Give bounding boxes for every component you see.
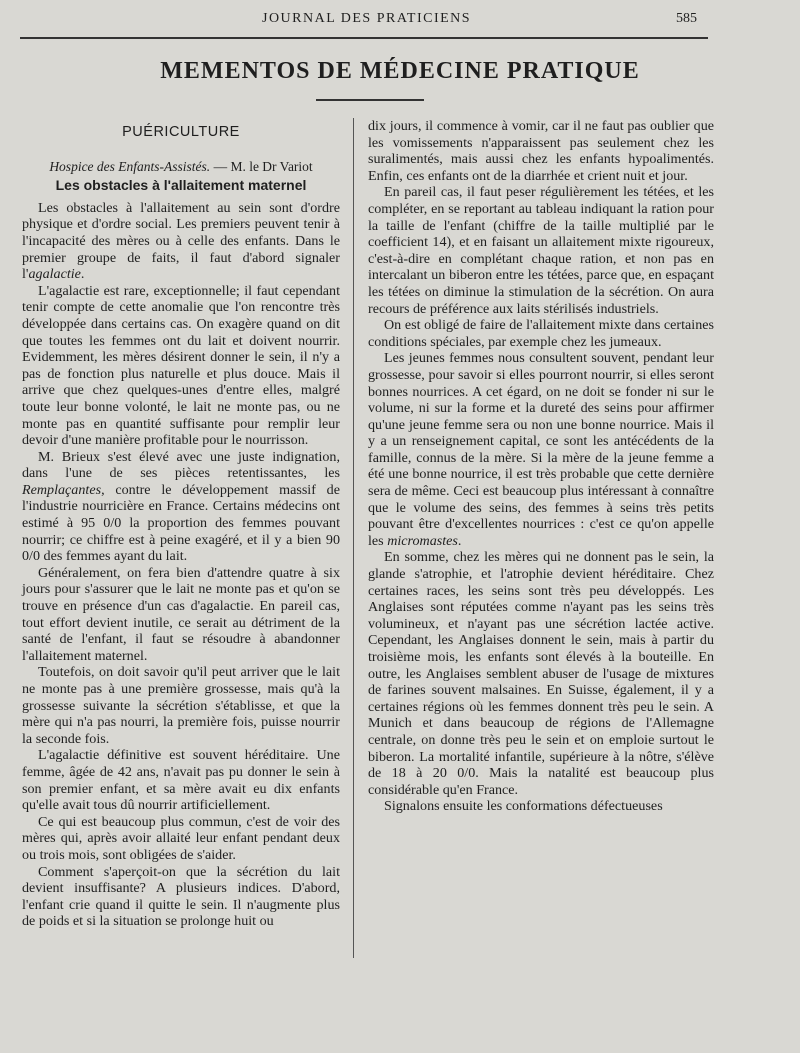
paragraph-text: Les obstacles à l'allaitement au sein sont d'ordre physique et d'ordre social. Les premiers peuvent tenir à l'incapacité des mères ou à celle des enfants. Dans le premier groupe de faits, il faut d'abord signaler l' [22,199,340,283]
paragraph-text: M. Brieux s'est élevé avec une juste indignation, dans l'une de ses pièces retentissantes, les [22,448,340,482]
paragraph: Toutefois, on doit savoir qu'il peut arriver que le lait ne monte pas à une première grossesse, mais qu'à la grossesse suivante la sécrétion s'établisse, et que la mère qui n'a pas nourri, la première fois, puisse nourrir la seconde fois. [22,664,340,747]
paragraph: Comment s'aperçoit-on que la sécrétion du lait devient insuffisante? A plusieurs indices. D'abord, l'enfant crie quand il quitte le sein. Il n'augmente plus de poids et si la situation se prolonge huit ou [22,863,340,930]
paragraph: Ce qui est beaucoup plus commun, c'est de voir des mères qui, après avoir allaité leur enfant pendant deux ou trois mois, sont obligées de s'aider. [22,813,340,863]
column-divider [353,118,354,958]
paragraph: Signalons ensuite les conformations défectueuses [384,798,663,815]
byline [22,159,340,176]
left-column [22,118,340,930]
paragraph-end: . [80,266,85,283]
paragraph: On est obligé de faire de l'allaitement mixte dans certaines conditions spéciales, par exemple chez les jumeaux. [368,317,714,350]
paragraph-text: Les jeunes femmes nous consultent souvent, pendant leur grossesse, pour savoir si elles pourront nourrir, si elles seront bonnes nourrices. A cet égard, on ne doit se fonder ni sur le volume, ni sur la forme et la dureté des seins pour affirmer qu'une jeune femme sera ou non une bonne nourrice. Mais il y a un renseignement capital, ce sont les antécédents de la famille, connus de la mère. Si la mère de la jeune femme a été une bonne nourrice, il est très probable que cette dernière sera de même. Ceci est beaucoup plus intéressant à connaître que le volume des seins, des femmes à seins très petits pouvant être d'excellentes nourrices : c'est ce qu'on appelle les [368,350,714,549]
page-title: MEMENTOS DE MÉDECINE PRATIQUE [160,58,640,84]
section-heading: PUÉRICULTURE [122,124,240,140]
paragraph: L'agalactie définitive est souvent héréditaire. Une femme, âgée de 42 ans, n'avait pas pu donner le sein à son premier enfant, et sa mère avait eu dix enfants qu'elle avait tous dû nourrir artificiellement. [22,747,340,814]
italic-term: agalactie [28,266,81,283]
title-rule [316,99,424,101]
paragraph [368,350,714,549]
italic-term: micromastes [387,532,458,549]
paragraph: Généralement, on fera bien d'attendre quatre à six jours pour s'assurer que le lait ne monte pas et qu'on se trouve en présence d'un cas d'agalactie. En pareil cas, tout effort devient inutile, ce serait au détriment de la santé de l'enfant, il faut se résoudre à abandonner l'allaitement maternel. [22,564,340,664]
paragraph-end: . [457,532,462,549]
paragraph: En pareil cas, il faut peser régulièrement les tétées, et les compléter, en se reportant au tableau indiquant la ration pour la taille de l'enfant (chiffre de la taille multiplié par le coefficient 14), et en faisant un allaitement mixte rigoureux, c'est-à-dire en complétant chaque ration, et non pas en intercalant un biberon entre les tétées, parce que, en espaçant les tétées on diminue la stimulation de la sécrétion. On aura recours de préférence aux laits stérilisés industriels. [368,184,714,317]
paragraph-text: , contre le développement massif de l'industrie nourricière en France. Certains médecins ont estimé à 95 0/0 la proportion des femmes pouvant nourrir; ce chiffre est à peine exagéré, et il y a bien 90 0/0 des femmes ayant du lait. [22,481,340,565]
paragraph [22,449,340,565]
paragraph: En somme, chez les mères qui ne donnent pas le sein, la glande s'atrophie, et l'atrophie devient héréditaire. Chez certaines races, les seins sont très peu développés. Les Anglaises sont réputées comme n'ayant pas les seins très volumineux, et n'ayant pas une sécrétion lactée active. Cependant, les Anglaises donnent le sein, mais à partir du troisième mois, les enfants sont élevés à la bouteille. En outre, les Anglaises semblent abuser de l'usage de mixtures de farines souvent malsaines. En Suisse, également, il y a certaines régions où les femmes donnent très peu le sein. A Munich et dans beaucoup de régions de l'Allemagne centrale, on donne très peu le sein et on emploie surtout le biberon. La mortalité infantile, supérieure à la nôtre, s'élève de 18 à 20 0/0. Mais la natalité est beaucoup plus considérable qu'en France. [368,549,714,798]
page-number: 585 [676,11,697,26]
italic-title: Remplaçantes [22,481,102,498]
paragraph: L'agalactie est rare, exceptionnelle; il faut cependant tenir compte de cette anomalie que l'on rencontre très développée dans certains cas. On exagère quand on dit que toutes les femmes ont du lait et doivent nourrir. Evidemment, les mères désirent donner le sein, il n'y a pas de fonction plus naturelle et plus douce. Mais il arrive que chez quelques-unes d'entre elles, malgré toute leur bonne volonté, le lait ne monte pas, ou ne monte pas en quantité suffisante pour remplir leur devoir d'une manière profitable pour le nourrisson. [22,282,340,449]
paragraph: dix jours, il commence à vomir, car il ne faut pas oublier que les vomissements n'apparaissent pas seulement chez les suralimentés, mais aussi chez les enfants hypoalimentés. Enfin, ces enfants ont de la diarrhée et crient nuit et jour. [368,118,714,184]
running-title: JOURNAL DES PRATICIENS [262,11,472,26]
right-column [368,118,714,815]
byline-source: Hospice des Enfants-Assistés. [49,158,211,174]
byline-author: — M. le Dr Variot [210,158,313,174]
running-head [0,8,800,32]
article-title: Les obstacles à l'allaitement maternel [55,177,307,194]
paragraph [22,200,340,283]
header-rule [20,37,708,39]
